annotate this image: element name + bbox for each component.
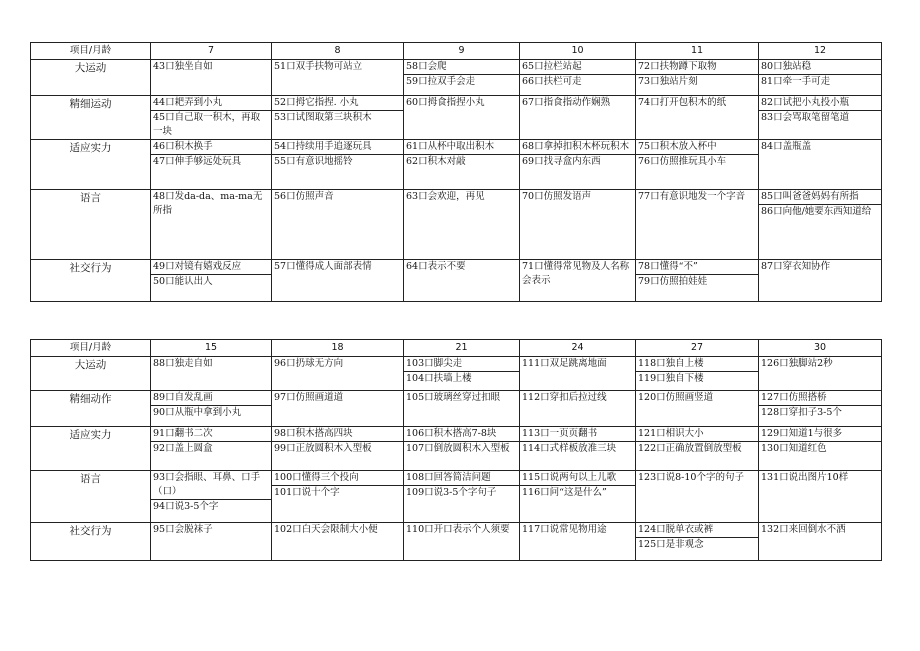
milestone-cell <box>636 391 759 427</box>
milestone-cell <box>272 523 404 561</box>
milestone-item: 54口持续用手追逐玩具 <box>272 140 403 155</box>
milestone-item: 114口式样板放准三块 <box>522 443 617 454</box>
milestone-item: 55口有意识地摇铃 <box>274 156 353 167</box>
milestone-item: 96口扔球无方向 <box>274 358 344 369</box>
milestone-item: 86口向他/她要东西知道给 <box>761 206 872 217</box>
milestone-item: 130口知道红色 <box>761 443 827 454</box>
table-row <box>31 60 882 96</box>
milestone-item: 105口玻璃丝穿过扣眼 <box>406 392 501 403</box>
milestone-item: 101口说十个字 <box>274 487 340 498</box>
milestone-item: 118口独自上楼 <box>636 357 758 372</box>
milestone-item: 131口说出图片10样 <box>761 472 849 483</box>
milestone-item: 126口独脚站2秒 <box>761 358 833 369</box>
header-month: 15 <box>151 340 272 357</box>
table-row <box>31 190 882 260</box>
milestone-cell <box>272 140 404 190</box>
milestone-item: 56口仿照声音 <box>274 191 334 202</box>
milestone-cell <box>759 60 882 96</box>
milestone-item: 76口仿照推玩具小车 <box>638 156 727 167</box>
milestone-cell <box>151 523 272 561</box>
milestone-cell <box>151 471 272 523</box>
milestone-item: 122口正确放置倒放型板 <box>638 443 742 454</box>
milestone-item: 83口会骂取笔留笔道 <box>761 112 850 123</box>
table-row <box>31 96 882 140</box>
milestone-cell <box>520 190 636 260</box>
table-row <box>31 471 882 523</box>
milestone-cell <box>636 190 759 260</box>
milestone-cell <box>151 96 272 140</box>
milestone-item: 112口穿扣后拉过线 <box>522 392 607 403</box>
header-month: 18 <box>272 340 404 357</box>
milestone-table-7-12 <box>30 42 882 302</box>
milestone-item: 121口相识大小 <box>636 427 758 442</box>
milestone-item: 62口积木对敲 <box>406 156 466 167</box>
header-month: 8 <box>272 43 404 60</box>
milestone-cell <box>151 260 272 302</box>
milestone-item: 63口会欢迎，再见 <box>406 191 485 202</box>
milestone-cell <box>151 427 272 471</box>
milestone-cell <box>636 96 759 140</box>
milestone-cell <box>520 391 636 427</box>
milestone-cell <box>636 260 759 302</box>
milestone-item: 129口知道1与很多 <box>759 427 881 442</box>
milestone-cell <box>151 60 272 96</box>
header-item-age: 项目/月龄 <box>31 340 151 357</box>
milestone-cell <box>404 427 520 471</box>
milestone-item: 77口有意识地发一个字音 <box>638 191 746 202</box>
milestone-item: 99口正放圆积木入型板 <box>274 443 372 454</box>
milestone-cell <box>272 96 404 140</box>
milestone-item: 78口懂得“不” <box>636 260 758 275</box>
header-month: 10 <box>520 43 636 60</box>
milestone-cell <box>404 523 520 561</box>
milestone-item: 43口独坐自如 <box>153 61 213 72</box>
milestone-item: 44口耙弄到小丸 <box>151 96 271 111</box>
milestone-cell <box>759 357 882 391</box>
milestone-item: 108口回答简洁问题 <box>404 471 519 486</box>
milestone-item: 73口独站片刻 <box>638 76 698 87</box>
milestone-cell <box>272 190 404 260</box>
milestone-item: 59口拉双手会走 <box>406 76 476 87</box>
header-month: 7 <box>151 43 272 60</box>
milestone-item: 123口说8-10个字的句子 <box>638 472 744 483</box>
milestone-cell <box>759 140 882 190</box>
milestone-item: 45口自己取一积木，再取一块 <box>153 112 261 137</box>
milestone-item: 84口盖瓶盖 <box>761 141 812 152</box>
milestone-cell <box>404 471 520 523</box>
milestone-cell <box>636 140 759 190</box>
milestone-cell <box>636 427 759 471</box>
milestone-item: 109口说3-5个字句子 <box>406 487 497 498</box>
milestone-cell <box>759 427 882 471</box>
milestone-item: 53口试图取第三块积木 <box>274 112 372 123</box>
milestone-item: 89口自发乱画 <box>151 391 271 406</box>
milestone-cell <box>520 471 636 523</box>
header-month: 24 <box>520 340 636 357</box>
header-month: 21 <box>404 340 520 357</box>
milestone-cell <box>272 391 404 427</box>
milestone-item: 47口伸手够远处玩具 <box>153 156 242 167</box>
milestone-item: 52口拇它指捏. 小丸 <box>272 96 403 111</box>
milestone-item: 92口盖上圆盒 <box>153 443 213 454</box>
milestone-cell <box>272 260 404 302</box>
milestone-item: 132口来回倒水不洒 <box>761 524 846 535</box>
milestone-cell <box>759 190 882 260</box>
header-month: 11 <box>636 43 759 60</box>
milestone-item: 67口指食指动作娴熟 <box>522 97 611 108</box>
milestone-cell <box>404 140 520 190</box>
milestone-item: 125口是非观念 <box>638 539 704 550</box>
header-month: 30 <box>759 340 882 357</box>
milestone-item: 57口懂得成人面部表情 <box>274 261 372 272</box>
milestone-cell <box>636 471 759 523</box>
milestone-item: 127口仿照搭桥 <box>759 391 881 406</box>
milestone-cell <box>404 190 520 260</box>
milestone-cell <box>759 391 882 427</box>
table-row <box>31 523 882 561</box>
milestone-item: 66口扶栏可走 <box>522 76 582 87</box>
category-label: 语言 <box>31 471 151 523</box>
milestone-cell <box>272 60 404 96</box>
category-label: 精细运动 <box>31 96 151 140</box>
header-row <box>31 340 882 357</box>
milestone-item: 88口独走自如 <box>153 358 213 369</box>
milestone-item: 104口扶墙上楼 <box>406 373 472 384</box>
milestone-cell <box>520 60 636 96</box>
milestone-item: 50口能认出人 <box>153 276 213 287</box>
milestone-cell <box>520 140 636 190</box>
milestone-item: 87口穿衣知协作 <box>761 261 831 272</box>
category-label: 适应实力 <box>31 427 151 471</box>
milestone-cell <box>151 190 272 260</box>
header-month: 9 <box>404 43 520 60</box>
milestone-item: 46口积木换手 <box>151 140 271 155</box>
milestone-cell <box>759 523 882 561</box>
category-label: 大运动 <box>31 357 151 391</box>
category-label: 大运动 <box>31 60 151 96</box>
milestone-item: 85口叫爸爸妈妈有所指 <box>759 190 881 205</box>
milestone-item: 91口翻书二次 <box>151 427 271 442</box>
milestone-cell <box>151 357 272 391</box>
milestone-cell <box>759 96 882 140</box>
milestone-cell <box>520 357 636 391</box>
milestone-item: 107口倒放圆积木入型板 <box>406 443 510 454</box>
milestone-item: 102口白天会限制大小便 <box>274 524 378 535</box>
milestone-cell <box>759 260 882 302</box>
milestone-item: 64口表示不要 <box>406 261 466 272</box>
milestone-table-15-30 <box>30 339 882 561</box>
milestone-item: 72口扶物蹲下取物 <box>636 60 758 75</box>
milestone-cell <box>636 60 759 96</box>
table-row <box>31 140 882 190</box>
milestone-cell <box>404 391 520 427</box>
milestone-cell <box>404 96 520 140</box>
category-label: 社交行为 <box>31 260 151 302</box>
milestone-item: 124口脱单衣或裤 <box>636 523 758 538</box>
milestone-cell <box>759 471 882 523</box>
category-label: 精细动作 <box>31 391 151 427</box>
milestone-item: 120口仿照画竖道 <box>638 392 714 403</box>
milestone-item: 69口找寻盒内东西 <box>522 156 601 167</box>
milestone-item: 68口拿掉扣积木杯玩积木 <box>520 140 635 155</box>
milestone-item: 94口说3-5个字 <box>153 501 219 512</box>
milestone-cell <box>404 357 520 391</box>
milestone-item: 97口仿照画道道 <box>274 392 344 403</box>
milestone-cell <box>636 357 759 391</box>
milestone-cell <box>272 427 404 471</box>
header-item-age: 项目/月龄 <box>31 43 151 60</box>
milestone-item: 79口仿照拍娃娃 <box>638 276 708 287</box>
milestone-item: 75口积木放入杯中 <box>636 140 758 155</box>
milestone-cell <box>636 523 759 561</box>
header-row <box>31 43 882 60</box>
milestone-cell <box>151 391 272 427</box>
milestone-cell <box>404 60 520 96</box>
milestone-item: 93口会指眼、耳鼻、口手（口） <box>151 471 271 500</box>
milestone-item: 106口积木搭高7-8块 <box>404 427 519 442</box>
milestone-item: 111口双足跳离地面 <box>522 358 607 369</box>
table-row <box>31 260 882 302</box>
milestone-item: 115口说两句以上儿歌 <box>520 471 635 486</box>
milestone-item: 58口会爬 <box>404 60 519 75</box>
milestone-item: 51口双手扶物可站立 <box>274 61 363 72</box>
milestone-item: 65口拉栏站起 <box>520 60 635 75</box>
milestone-cell <box>520 523 636 561</box>
milestone-item: 103口脚尖走 <box>404 357 519 372</box>
milestone-item: 71口懂得常见物及人名称会表示 <box>522 261 630 286</box>
milestone-item: 95口会脱袜子 <box>153 524 213 535</box>
milestone-item: 70口仿照发语声 <box>522 191 592 202</box>
milestone-item: 119口独自下楼 <box>638 373 704 384</box>
milestone-item: 74口打开包积木的纸 <box>638 97 727 108</box>
milestone-item: 100口懂得三个投向 <box>272 471 403 486</box>
category-label: 社交行为 <box>31 523 151 561</box>
milestone-item: 49口对镜有嬉戏反应 <box>151 260 271 275</box>
milestone-cell <box>520 96 636 140</box>
milestone-item: 48口发da-da、ma-ma无所指 <box>153 191 263 216</box>
milestone-cell <box>520 427 636 471</box>
milestone-cell <box>272 471 404 523</box>
milestone-item: 128口穿扣子3-5个 <box>761 407 842 418</box>
category-label: 适应实力 <box>31 140 151 190</box>
milestone-item: 98口积木搭高四块 <box>272 427 403 442</box>
milestone-cell <box>520 260 636 302</box>
milestone-item: 113口一页页翻书 <box>520 427 635 442</box>
category-label: 语言 <box>31 190 151 260</box>
milestone-item: 110口开口表示个人须要 <box>406 524 510 535</box>
milestone-item: 116口问“这是什么” <box>522 487 607 498</box>
milestone-item: 61口从杯中取出积木 <box>404 140 519 155</box>
table-row <box>31 357 882 391</box>
milestone-cell <box>151 140 272 190</box>
table-row <box>31 391 882 427</box>
milestone-cell <box>404 260 520 302</box>
milestone-item: 60口拇食指捏小丸 <box>406 97 485 108</box>
milestone-item: 82口试把小丸投小瓶 <box>759 96 881 111</box>
header-month: 12 <box>759 43 882 60</box>
milestone-cell <box>272 357 404 391</box>
table-row <box>31 427 882 471</box>
milestone-item: 117口说常见物用途 <box>522 524 607 535</box>
milestone-item: 80口独站稳 <box>759 60 881 75</box>
header-month: 27 <box>636 340 759 357</box>
milestone-item: 90口从瓶中拿到小丸 <box>153 407 242 418</box>
milestone-item: 81口牵一手可走 <box>761 76 831 87</box>
